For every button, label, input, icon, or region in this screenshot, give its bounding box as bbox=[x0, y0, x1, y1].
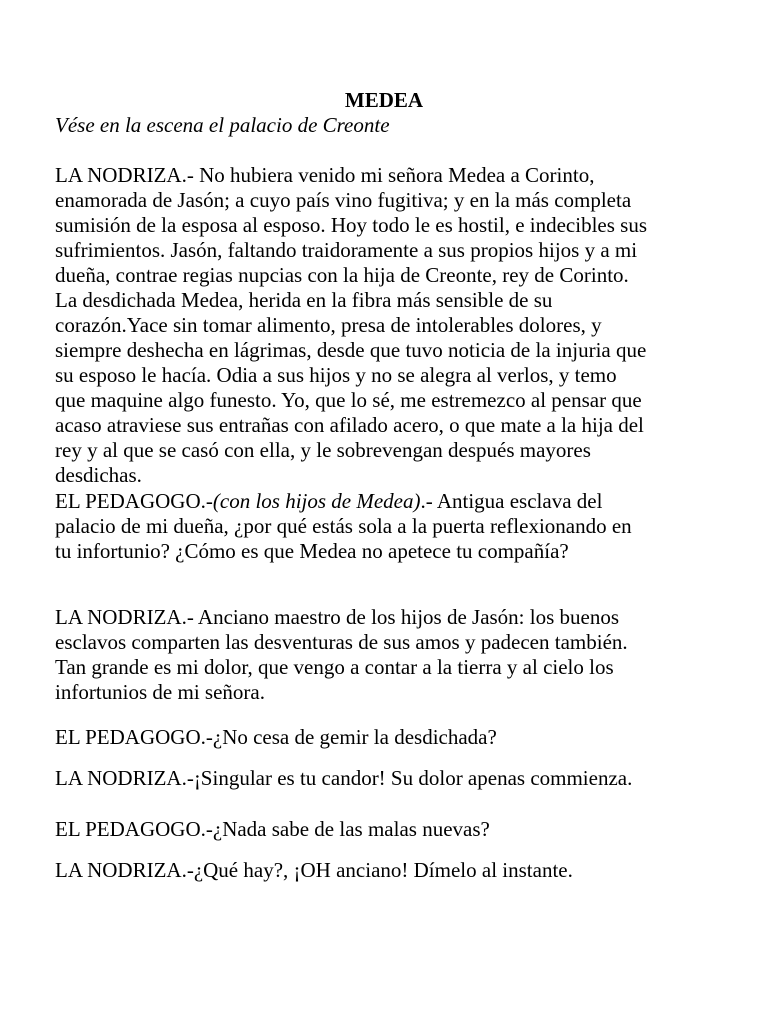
speaker-label: EL PEDAGOGO.- bbox=[55, 489, 213, 513]
stage-direction: (con los hijos de Medea) bbox=[212, 489, 421, 513]
text-line: Tan grande es mi dolor, que vengo a contar a la tierra y al cielo los bbox=[55, 655, 614, 679]
play-title: MEDEA bbox=[344, 88, 424, 112]
text-line: infortunios de mi señora. bbox=[55, 680, 265, 704]
text-line: LA NODRIZA.-¿Qué hay?, ¡OH anciano! Dímelo al instante. bbox=[55, 858, 573, 882]
text-line: LA NODRIZA.- Anciano maestro de los hijos de Jasón: los buenos bbox=[55, 605, 620, 629]
text-line: palacio de mi dueña, ¿por qué estás sola a la puerta reflexionando en bbox=[55, 514, 632, 538]
text-line: corazón.Yace sin tomar alimento, presa de intolerables dolores, y bbox=[55, 313, 602, 337]
text-line: LA NODRIZA.- No hubiera venido mi señora Medea a Corinto, bbox=[55, 163, 595, 187]
text-line: sufrimientos. Jasón, faltando traidoramente a sus propios hijos y a mi bbox=[55, 238, 638, 262]
text-line: EL PEDAGOGO.-¿No cesa de gemir la desdichada? bbox=[55, 725, 497, 749]
text-line: que maquine algo funesto. Yo, que lo sé, me estremezco al pensar que bbox=[55, 388, 642, 412]
text-line: enamorada de Jasón; a cuyo país vino fugitiva; y en la más completa bbox=[55, 188, 632, 212]
text-line: EL PEDAGOGO.-¿Nada sabe de las malas nuevas? bbox=[55, 817, 490, 841]
text-line: su esposo le hacía. Odia a sus hijos y no se alegra al verlos, y temo bbox=[55, 363, 617, 387]
text-line: LA NODRIZA.-¡Singular es tu candor! Su dolor apenas commienza. bbox=[55, 766, 633, 790]
text-line bbox=[55, 489, 602, 514]
scene-direction: Vése en la escena el palacio de Creonte bbox=[55, 113, 390, 137]
text-line: desdichas. bbox=[55, 463, 142, 487]
text-line: rey y al que se casó con ella, y le sobrevengan después mayores bbox=[55, 438, 591, 462]
text-line: sumisión de la esposa al esposo. Hoy todo le es hostil, e indecibles sus bbox=[55, 213, 648, 237]
text-line: dueña, contrae regias nupcias con la hija de Creonte, rey de Corinto. bbox=[55, 263, 629, 287]
text-line: esclavos comparten las desventuras de sus amos y padecen también. bbox=[55, 630, 628, 654]
text-line: siempre deshecha en lágrimas, desde que tuvo noticia de la injuria que bbox=[55, 338, 647, 362]
text-line: La desdichada Medea, herida en la fibra más sensible de su bbox=[55, 288, 553, 312]
text-line: acaso atraviese sus entrañas con afilado acero, o que mate a la hija del bbox=[55, 413, 644, 437]
text-line: tu infortunio? ¿Cómo es que Medea no apetece tu compañía? bbox=[55, 539, 569, 563]
speech-text: .- Antigua esclava del bbox=[420, 489, 603, 513]
